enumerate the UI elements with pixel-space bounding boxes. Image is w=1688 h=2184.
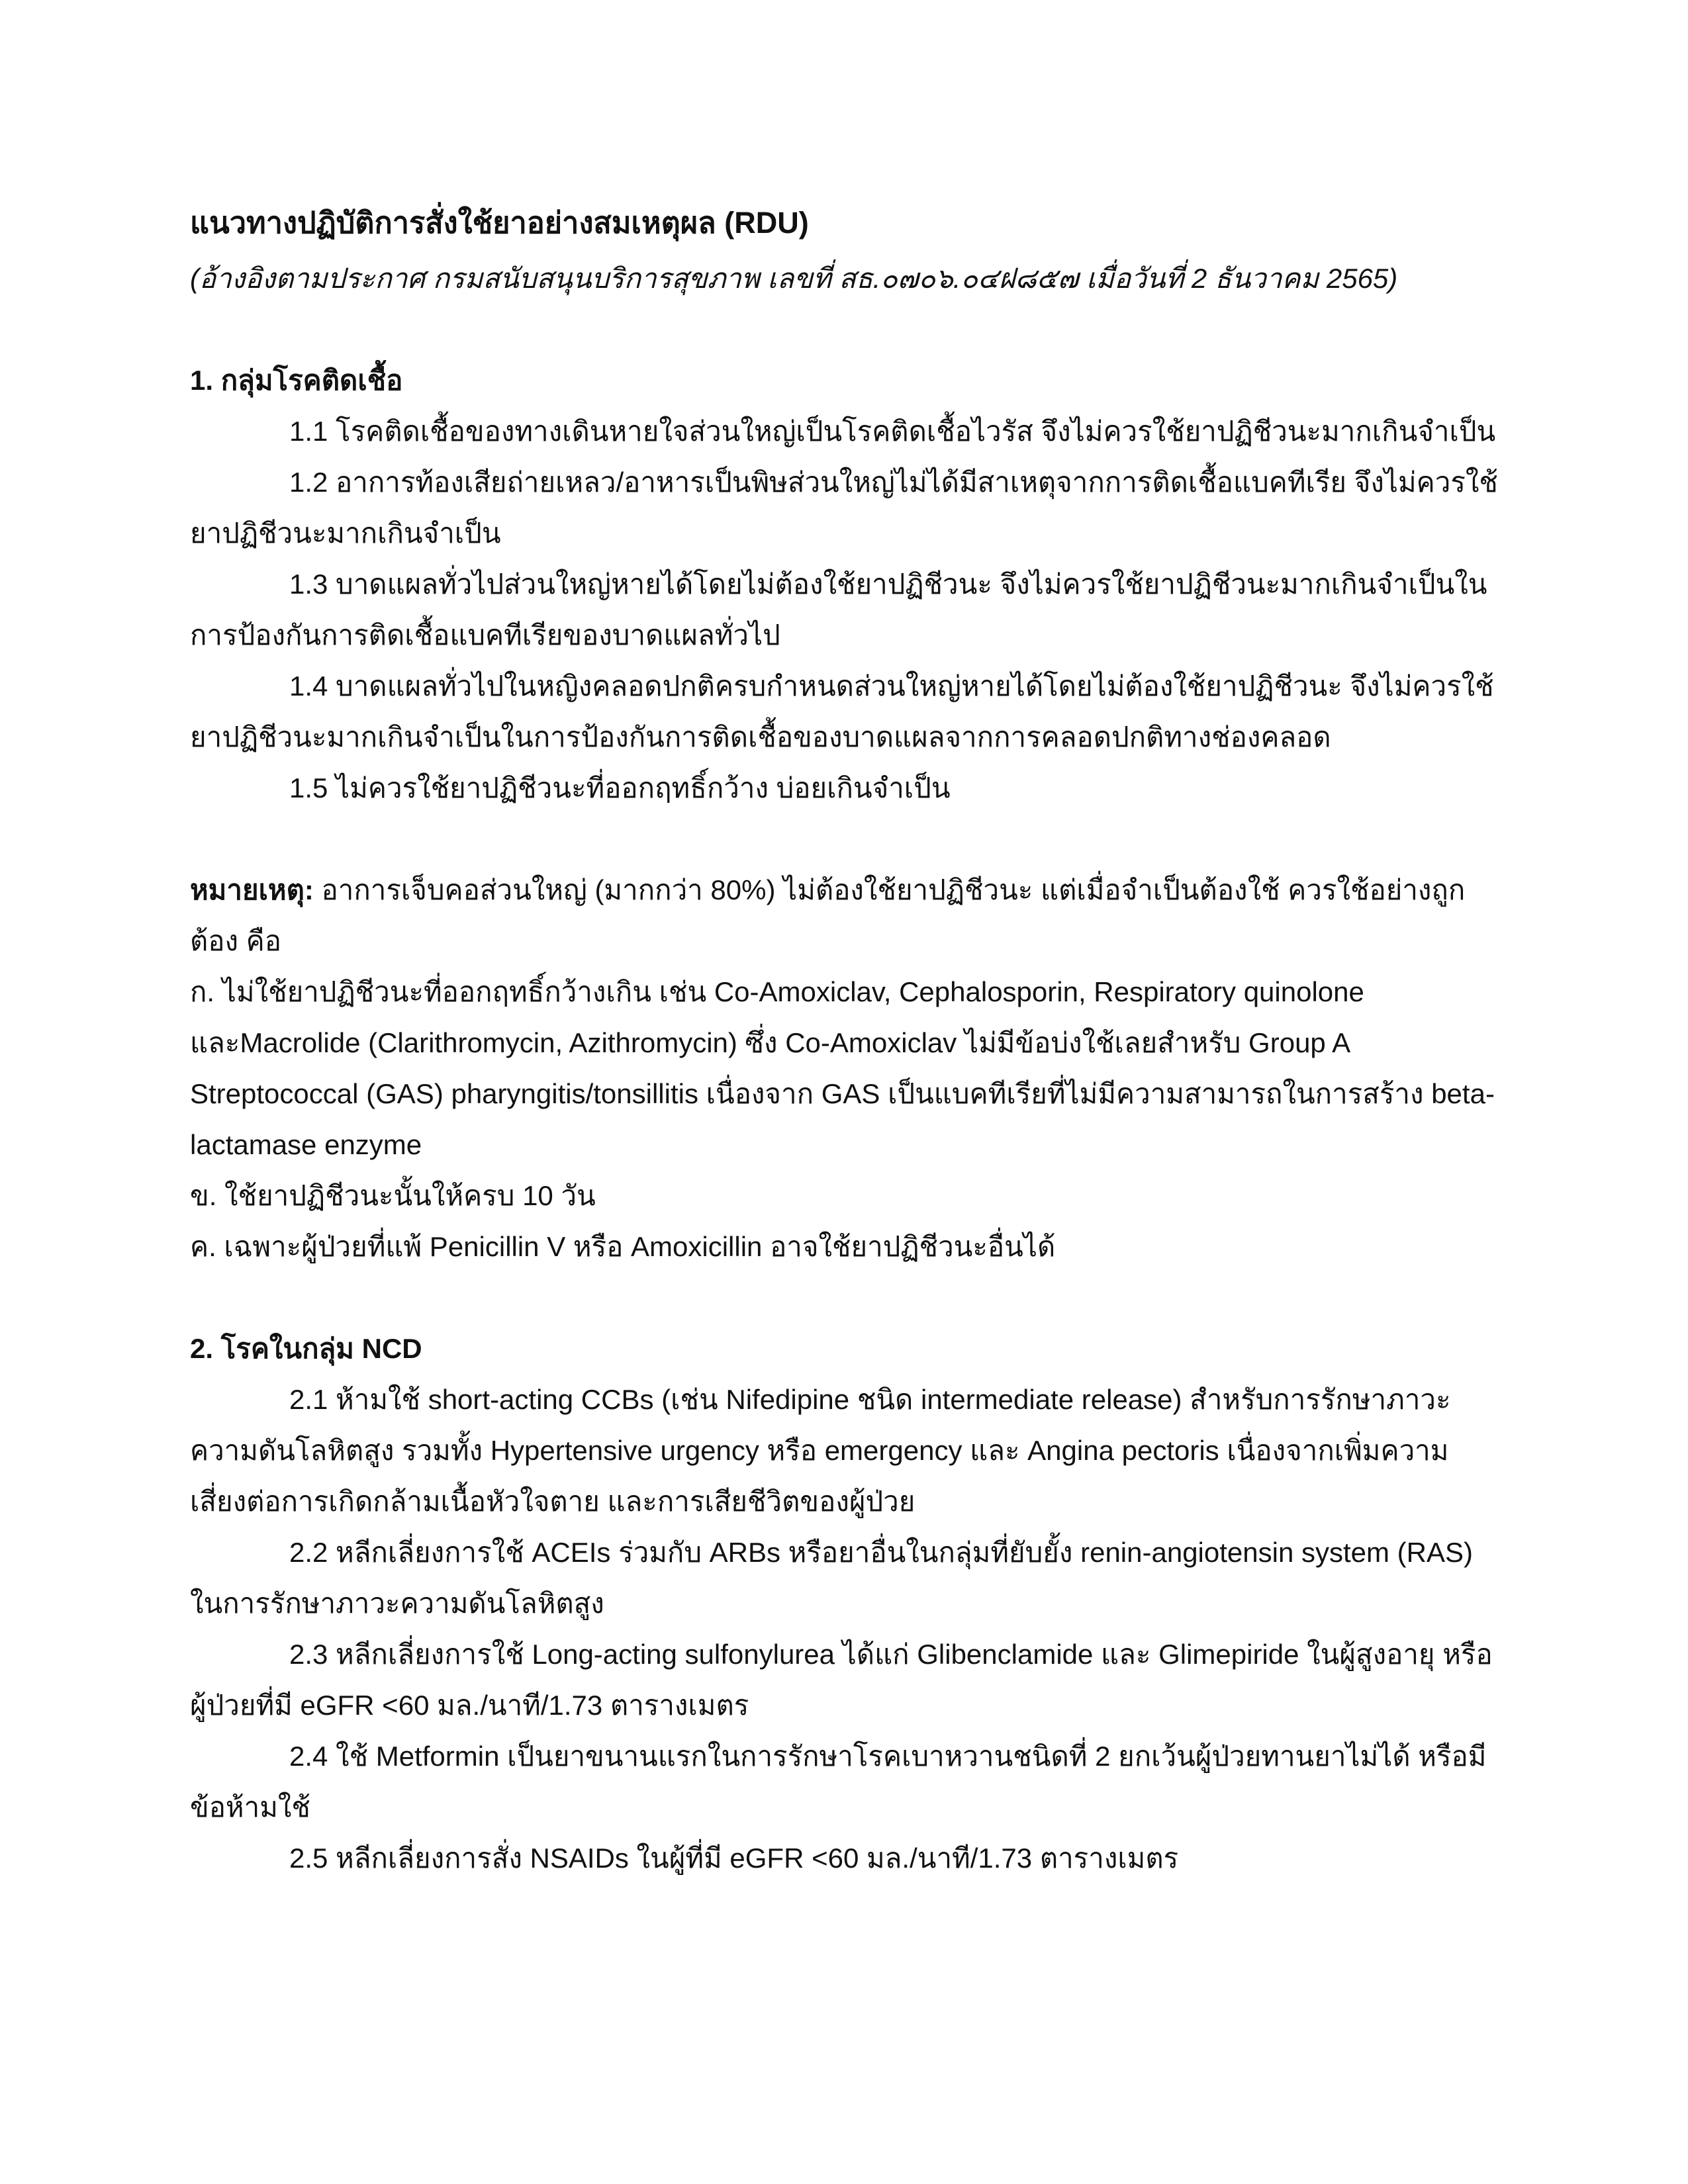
document-subtitle: (อ้างอิงตามประกาศ กรมสนับสนุนบริการสุขภาพ เลขที่ สธ.๐๗๐๖.๐๔ฝ๘๕๗ เมื่อวันที่ 2 ธันวาคม 2565) (190, 263, 1398, 294)
note-point-ko: ก. ไม่ใช้ยาปฏิชีวนะที่ออกฤทธิ์กว้างเกิน เช่น Co-Amoxiclav, Cephalosporin, Respiratory quinolone และMacrolide (Clarithromycin, Azithromycin) ซึ่ง Co-Amoxiclav ไม่มีข้อบ่งใช้เลยสำหรับ Group A Streptococcal (GAS) pharyngitis/tonsillitis เนื่องจาก GAS เป็นแบคทีเรียที่ไม่มีความสามารถในการสร้าง beta-lactamase enzyme (190, 976, 1495, 1160)
section-2-item-5: 2.5 หลีกเลี่ยงการสั่ง NSAIDs ในผู้ที่มี eGFR <60 มล./นาที/1.73 ตารางเมตร (289, 1843, 1179, 1874)
document-title: แนวทางปฏิบัติการสั่งใช้ยาอย่างสมเหตุผล (RDU) (190, 206, 809, 240)
note-text: อาการเจ็บคอส่วนใหญ่ (มากกว่า 80%) ไม่ต้องใช้ยาปฏิชีวนะ แต่เมื่อจำเป็นต้องใช้ ควรใช้อย่างถูกต้อง คือ (190, 874, 1466, 956)
note-paragraph (190, 864, 1501, 966)
note-block (190, 864, 1501, 1272)
section-2-heading: 2. โรคในกลุ่ม NCD (190, 1333, 422, 1364)
section-1-item-1: 1.1 โรคติดเชื้อของทางเดินหายใจส่วนใหญ่เป็นโรคติดเชื้อไวรัส จึงไม่ควรใช้ยาปฏิชีวนะมากเกินจำเป็น (289, 416, 1496, 447)
section-2-item-2: 2.2 หลีกเลี่ยงการใช้ ACEIs ร่วมกับ ARBs หรือยาอื่นในกลุ่มที่ยับยั้ง renin-angiotensin system (RAS) ในการรักษาภาวะความดันโลหิตสูง (190, 1537, 1473, 1619)
section-1-item-3: 1.3 บาดแผลทั่วไปส่วนใหญ่หายได้โดยไม่ต้องใช้ยาปฏิชีวนะ จึงไม่ควรใช้ยาปฏิชีวนะมากเกินจำเป็นในการป้องกันการติดเชื้อแบคทีเรียของบาดแผลทั่วไป (190, 569, 1487, 651)
section-1-item-4: 1.4 บาดแผลทั่วไปในหญิงคลอดปกติครบกำหนดส่วนใหญ่หายได้โดยไม่ต้องใช้ยาปฏิชีวนะ จึงไม่ควรใช้ยาปฏิชีวนะมากเกินจำเป็นในการป้องกันการติดเชื้อของบาดแผลจากการคลอดปกติทางช่องคลอด (190, 670, 1494, 752)
note-point-kho: ข. ใช้ยาปฏิชีวนะนั้นให้ครบ 10 วัน (190, 1180, 596, 1211)
section-2-item-1: 2.1 ห้ามใช้ short-acting CCBs (เช่น Nifedipine ชนิด intermediate release) สำหรับการรักษาภาวะความดันโลหิตสูง รวมทั้ง Hypertensive urgency หรือ emergency และ Angina pectoris เนื่องจากเพิ่มความเสี่ยงต่อการเกิดกล้ามเนื้อหัวใจตาย และการเสียชีวิตของผู้ป่วย (190, 1384, 1451, 1517)
section-1-item-2: 1.2 อาการท้องเสียถ่ายเหลว/อาหารเป็นพิษส่วนใหญ่ไม่ได้มีสาเหตุจากการติดเชื้อแบคทีเรีย จึงไม่ควรใช้ยาปฏิชีวนะมากเกินจำเป็น (190, 467, 1498, 549)
section-1-item-5: 1.5 ไม่ควรใช้ยาปฏิชีวนะที่ออกฤทธิ์กว้าง บ่อยเกินจำเป็น (289, 772, 951, 803)
section-2-item-3: 2.3 หลีกเลี่ยงการใช้ Long-acting sulfonylurea ได้แก่ Glibenclamide และ Glimepiride ในผู้สูงอายุ หรือผู้ป่วยที่มี eGFR <60 มล./นาที/1.73 ตารางเมตร (190, 1639, 1493, 1721)
section-2-item-4: 2.4 ใช้ Metformin เป็นยาขนานแรกในการรักษาโรคเบาหวานชนิดที่ 2 ยกเว้นผู้ป่วยทานยาไม่ได้ หรือมีข้อห้ามใช้ (190, 1741, 1487, 1823)
note-point-kh: ค. เฉพาะผู้ป่วยที่แพ้ Penicillin V หรือ Amoxicillin อาจใช้ยาปฏิชีวนะอื่นได้ (190, 1231, 1056, 1262)
note-label: หมายเหตุ: (190, 874, 314, 905)
section-1-heading: 1. กลุ่มโรคติดเชื้อ (190, 365, 403, 396)
